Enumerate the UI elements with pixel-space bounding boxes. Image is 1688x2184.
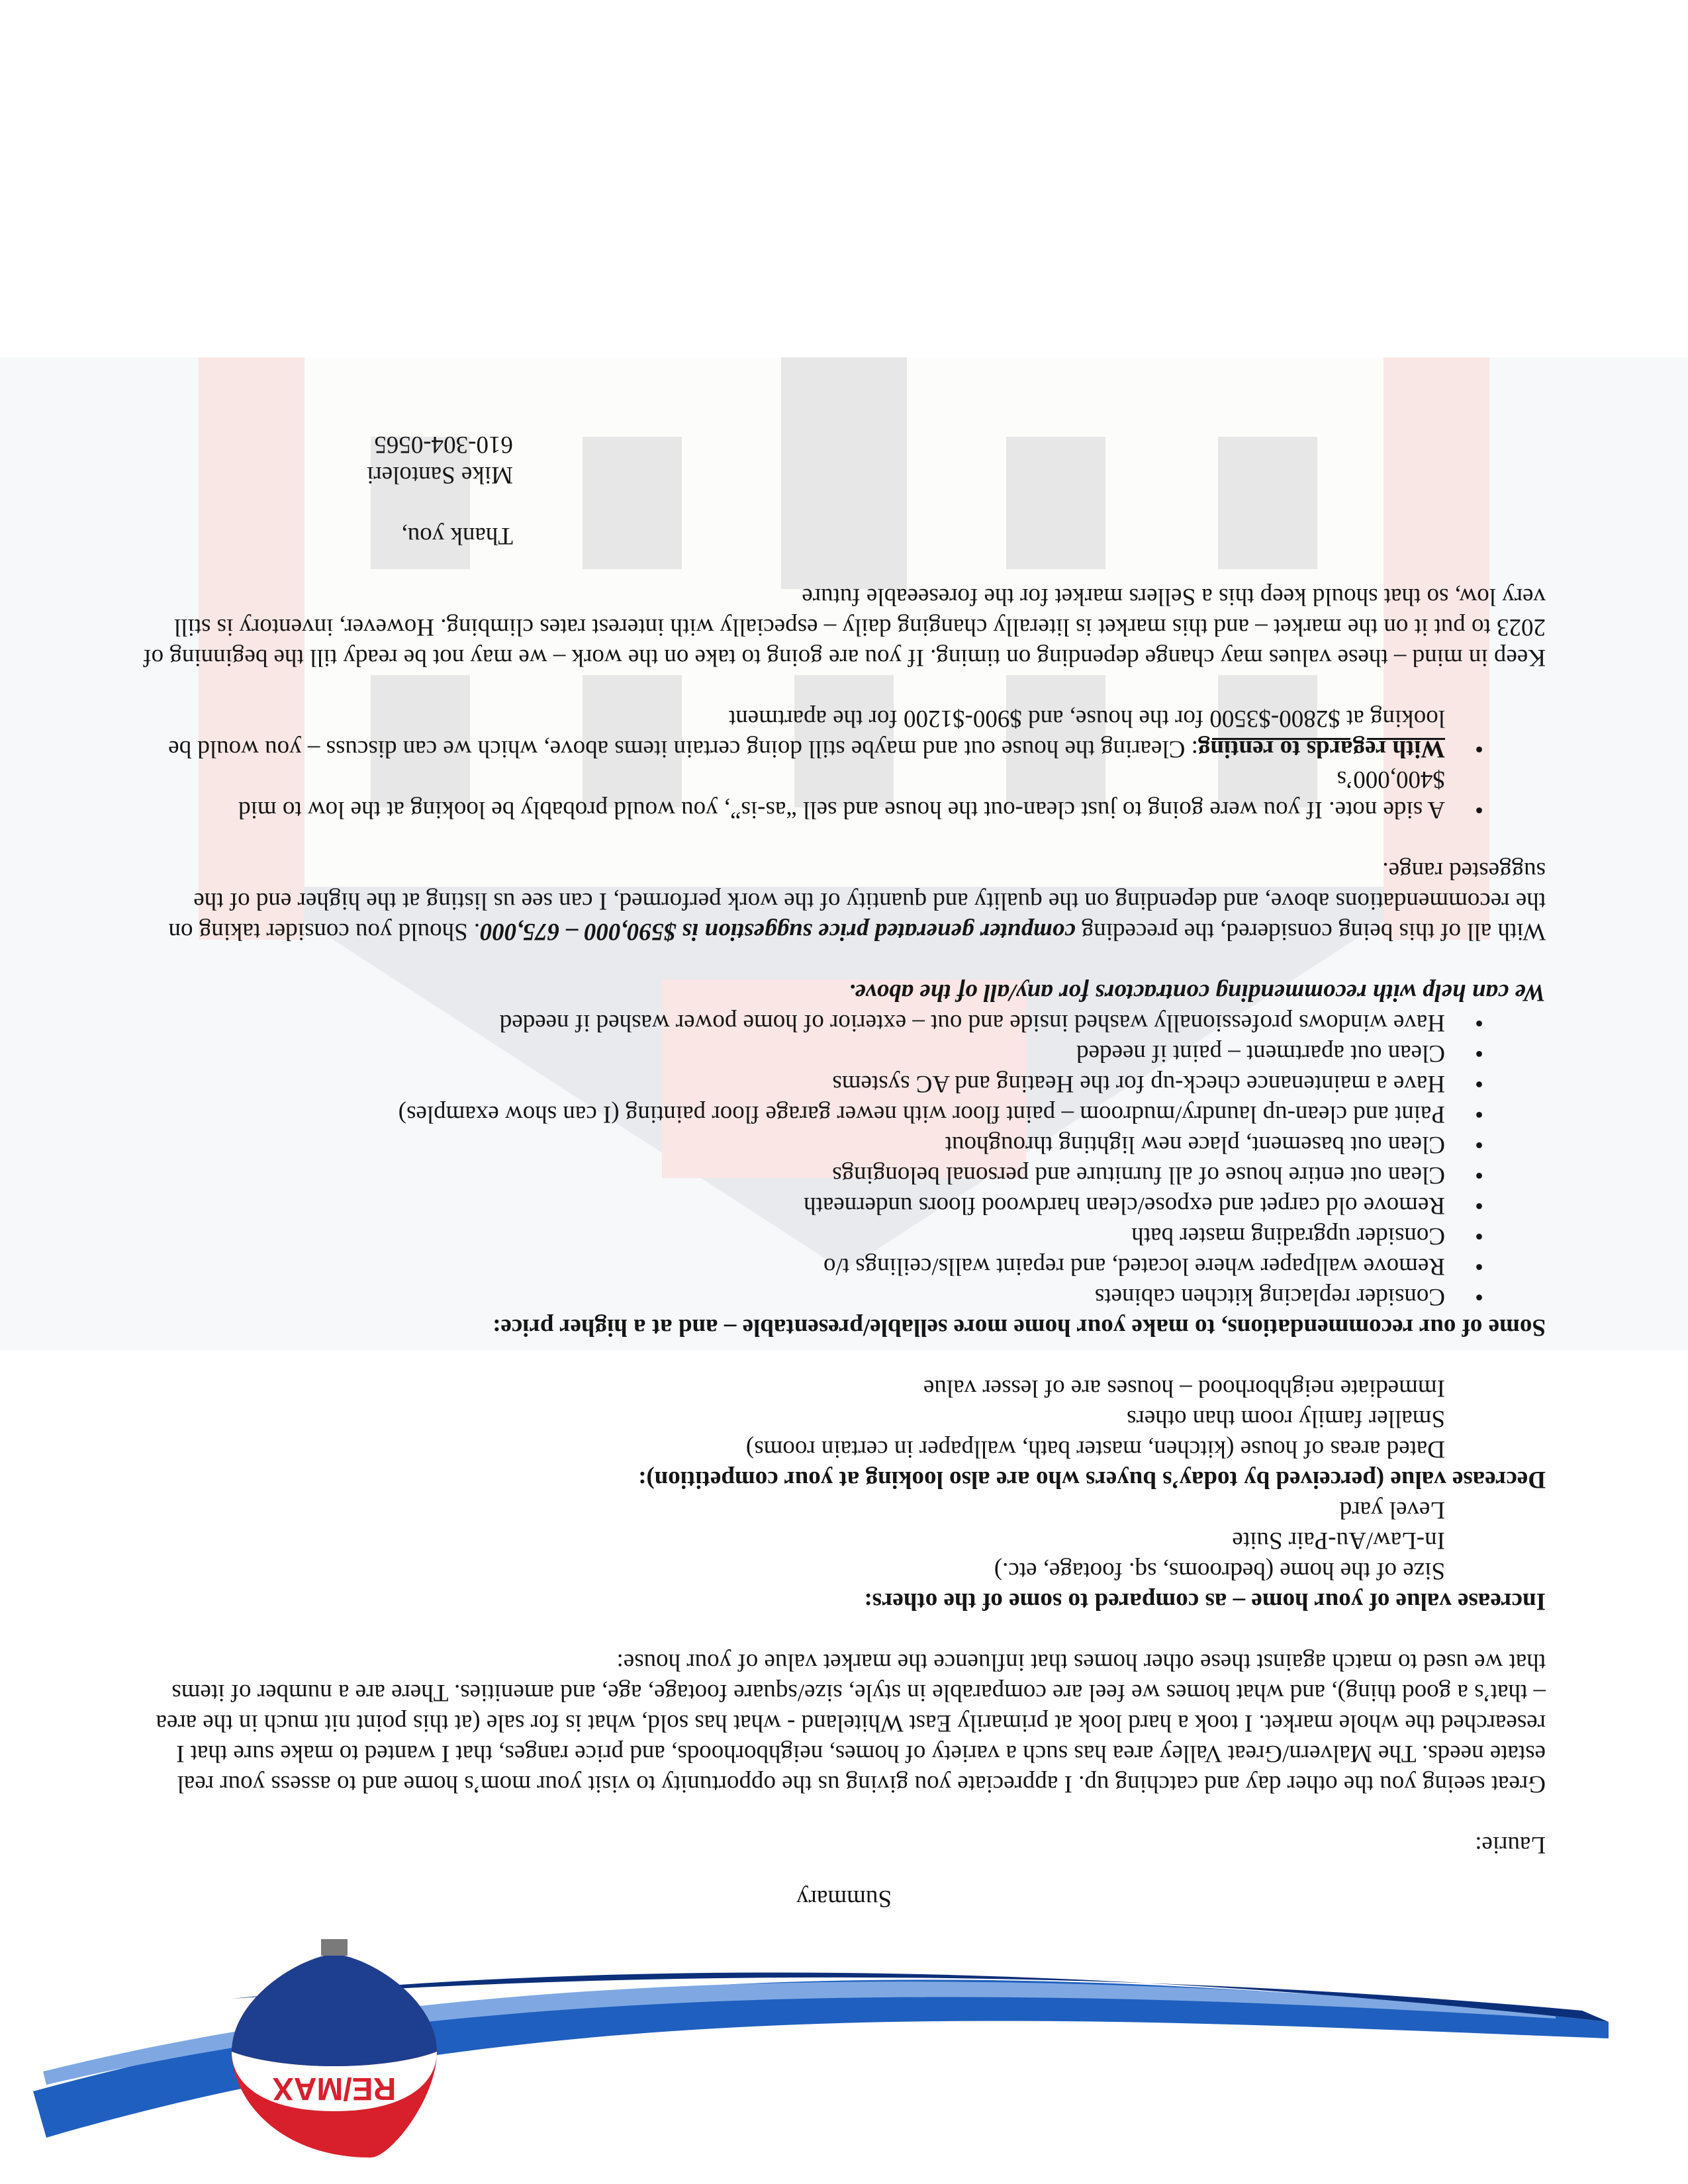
- signature-phone: 610-304-0565: [374, 431, 513, 458]
- price-text-tail: . Should you consider taking on the recommendations above, and depending on the quality and quantity of the work performed, I can see us listing at the higher end of the suggested range.: [168, 857, 1546, 945]
- recommendation-item: • Have a maintenance check-up for the Heating and AC systems: [139, 1068, 1445, 1099]
- recommendations-list: [139, 1007, 1546, 1312]
- renting-label: With regards to renting: [1197, 735, 1445, 762]
- recommendation-item: • Remove wallpaper where located, and repaint walls/ceilings t/o: [139, 1251, 1445, 1281]
- contractors-note: We can help with recommending contractors for any/all of the above.: [849, 979, 1546, 1006]
- recommendation-item: • Consider upgrading master bath: [139, 1220, 1445, 1251]
- salutation: Laurie:: [1475, 1831, 1546, 1858]
- remax-header-graphic: [0, 1919, 1688, 2184]
- decrease-heading: Decrease value (perceived by today’s buyers who are also looking at your competition):: [638, 1466, 1546, 1493]
- recommendations-heading: Some of our recommendations, to make your home more sellable/presentable – and at a higher price:: [492, 1314, 1546, 1341]
- recommendation-item: • Paint and clean-up laundry/mudroom – paint floor with newer garage floor painting (I can show examples): [139, 1099, 1445, 1129]
- increase-item: Size of the home (bedrooms, sq. footage, etc.): [994, 1557, 1445, 1584]
- decrease-item: Smaller family room than others: [1127, 1405, 1445, 1432]
- remax-balloon-logo: [232, 1939, 437, 2158]
- letter-body: [139, 429, 1546, 1860]
- closing: Thank you,: [401, 522, 513, 549]
- renting-note: [139, 703, 1445, 764]
- recommendation-item: • Have windows professionally washed inside and out – exterior of home power washed if needed: [139, 1007, 1445, 1038]
- price-suggestion: computer generated price suggestion is $590,000 – 675,000: [480, 918, 1076, 945]
- decrease-item: Dated areas of house (kitchen, master bath, wallpaper in certain rooms): [745, 1435, 1445, 1463]
- price-paragraph: [139, 855, 1546, 946]
- signature-name: Mike Santoleri: [367, 461, 513, 488]
- increase-item: Level yard: [1339, 1496, 1445, 1524]
- remax-logo-text: RE/MAX: [272, 2071, 397, 2106]
- renting-text: : Clearing the house out and maybe still doing certain items above, which we can discuss – you would be looking at $2800-$3500 for the house, and $900-$1200 for the apartment: [168, 705, 1445, 762]
- recommendation-item: • Consider replacing kitchen cabinets: [139, 1281, 1445, 1312]
- increase-heading: Increase value of your home – as compared to some of the others:: [864, 1588, 1546, 1615]
- increase-item: In-Law/Au-Pair Suite: [1232, 1527, 1445, 1554]
- recommendation-item: • Clean out basement, place new lighting throughout: [139, 1129, 1445, 1160]
- recommendation-item: • Remove old carpet and expose/clean hardwood floors underneath: [139, 1190, 1445, 1220]
- recommendation-item: • Clean out entire house of all furniture and personal belongings: [139, 1160, 1445, 1190]
- notes-list: [139, 703, 1546, 825]
- side-note: • A side note. If you were going to just clean-out the house and sell “as-is”, you would probably be looking at the low to mid $400,000’s: [139, 764, 1445, 825]
- keep-in-mind-paragraph: Keep in mind – these values may change depending on timing. If you are going to take on the work – we may not be ready till the beginning of 2023 to put it on the market – and this market is literally changing daily – especially with interest rates climbing. However, inventory is still very low, so that should keep this a Sellers market for the foreseeable future: [143, 583, 1546, 671]
- intro-paragraph: Great seeing you the other day and catching up. I appreciate you giving us the opportunity to visit your mom’s home and to assess your real estate needs. The Malvern/Great Valley area has such a variety of homes, neighborhoods, and price ranges, that I wanted to make sure that I researched the whole market. I took a hard look at primarily East Whiteland - what has sold, what is for sale (at this point nit much in the area – that’s a good thing), and what homes we feel are comparable in style, size/square footage, age, and amenities. There are a number of items that we used to match against these other homes that influence the market value of your house:: [156, 1649, 1546, 1797]
- decrease-item: Immediate neighborhood – houses are of lesser value: [923, 1375, 1445, 1402]
- recommendation-item: • Clean out apartment – paint if needed: [139, 1038, 1445, 1068]
- summary-heading: Summary: [796, 1885, 892, 1912]
- price-text-lead: With all of this being considered, the preceding: [1075, 918, 1546, 945]
